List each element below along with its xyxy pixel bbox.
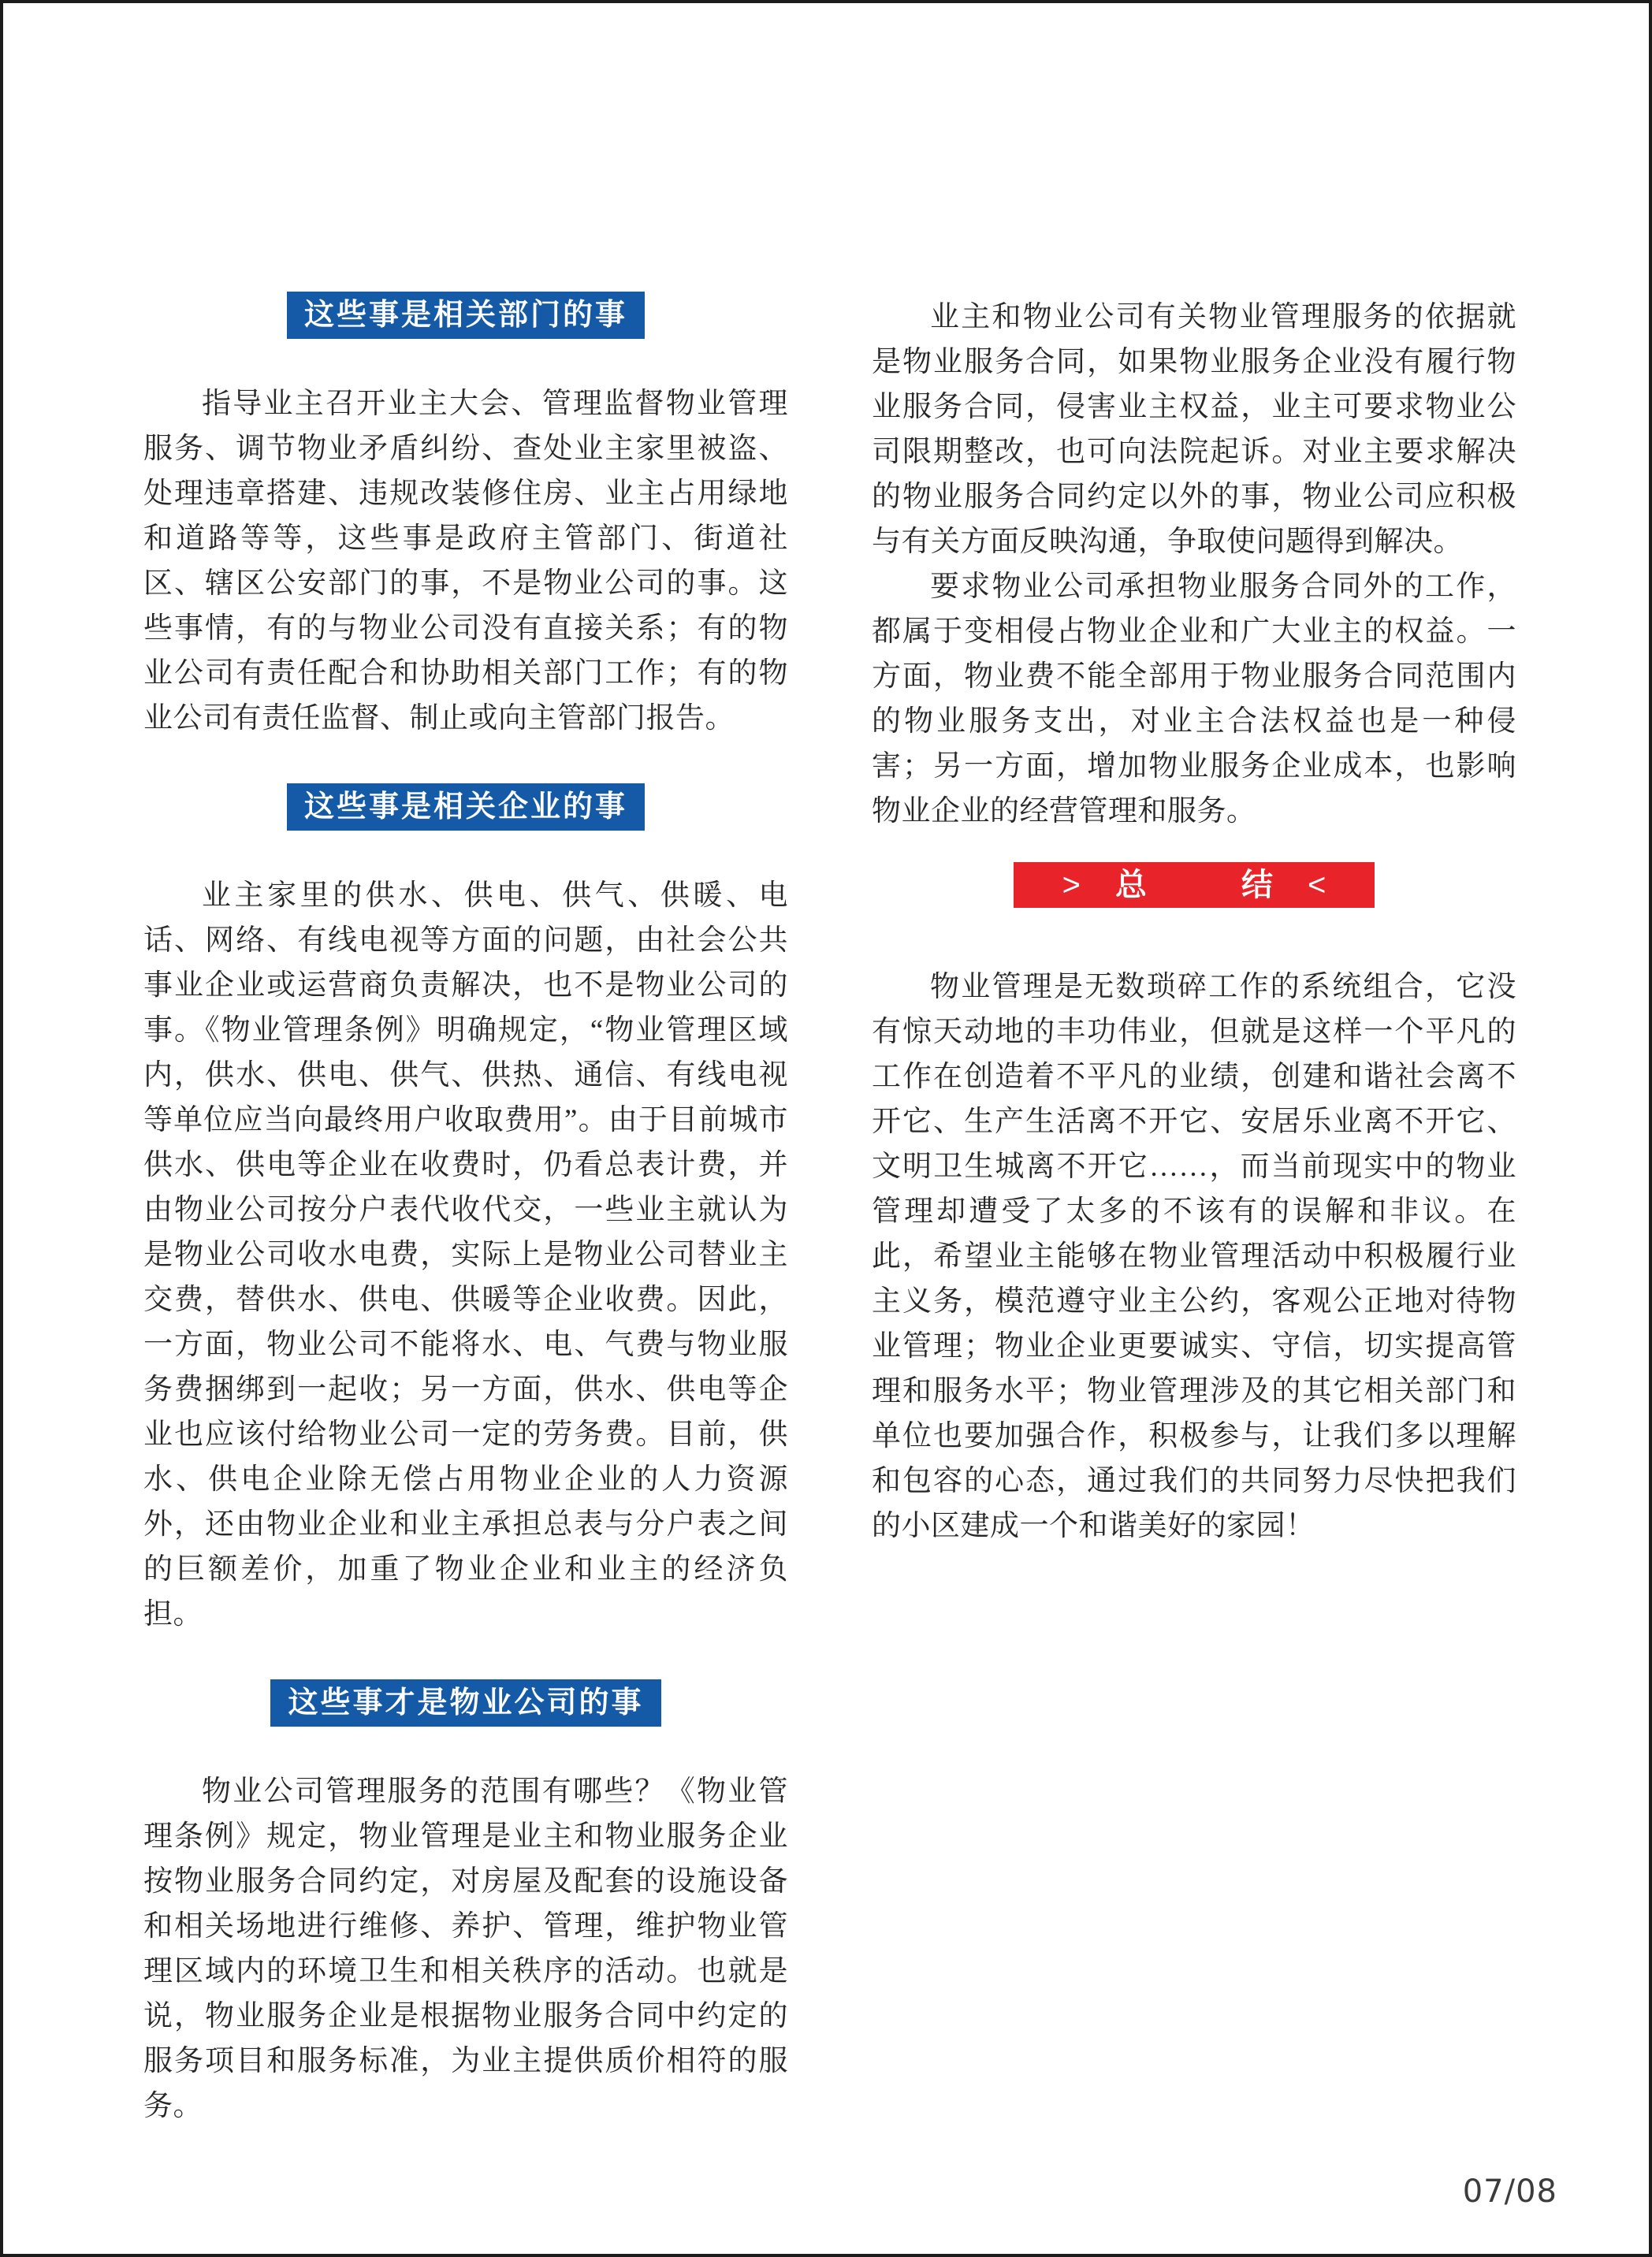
section-badge-related-enterprises: 这些事是相关企业的事	[287, 783, 645, 831]
paragraph-service-contract: 业主和物业公司有关物业管理服务的依据就是物业服务合同，如果物业服务企业没有履行物业服务合同，侵害业主权益，业主可要求物业公司限期整改，也可向法院起诉。对业主要求解决的物业服务合同约定以外的事，物业公司应积极与有关方面反映沟通，争取使问题得到解决。	[872, 301, 1516, 558]
section-badge-property-company: 这些事才是物业公司的事	[270, 1679, 660, 1727]
chevron-left-icon: <	[1308, 868, 1326, 902]
paragraph-summary: 物业管理是无数琐碎工作的系统组合，它没有惊天动地的丰功伟业，但就是这样一个平凡的工作在创造着不平凡的业绩，创建和谐社会离不开它、生产生活离不开它、安居乐业离不开它、文明卫生城离不开它……，而当前现实中的物业管理却遭受了太多的不该有的误解和非议。在此，希望业主能够在物业管理活动中积极履行业主义务，模范遵守业主公约，客观公正地对待物业管理；物业企业更要诚实、守信，切实提高管理和服务水平；物业管理涉及的其它相关部门和单位也要加强合作，积极参与，让我们多以理解和包容的心态，通过我们的共同努力尽快把我们的小区建成一个和谐美好的家园！	[872, 971, 1516, 1542]
summary-badge	[1014, 862, 1375, 908]
right-column	[872, 292, 1516, 2129]
chevron-right-icon: >	[1062, 868, 1081, 902]
paragraph-property-company: 物业公司管理服务的范围有哪些？《物业管理条例》规定，物业管理是业主和物业服务企业按物业服务合同约定，对房屋及配套的设施设备和相关场地进行维修、养护、管理，维护物业管理区域内的环境卫生和相关秩序的活动。也就是说，物业服务企业是根据物业服务合同中约定的服务项目和服务标准，为业主提供质价相符的服务。	[143, 1775, 788, 2122]
summary-badge-label: 总 结	[1115, 868, 1304, 902]
section-badge-related-departments: 这些事是相关部门的事	[287, 292, 645, 339]
paragraph-related-departments: 指导业主召开业主大会、管理监督物业管理服务、调节物业矛盾纠纷、查处业主家里被盗、处理违章搭建、违规改装修住房、业主占用绿地和道路等等，这些事是政府主管部门、街道社区、辖区公安部门的事，不是物业公司的事。这些事情，有的与物业公司没有直接关系；有的物业公司有责任配合和协助相关部门工作；有的物业公司有责任监督、制止或向主管部门报告。	[143, 388, 788, 734]
paragraph-extra-work: 要求物业公司承担物业服务合同外的工作，都属于变相侵占物业企业和广大业主的权益。一方面，物业费不能全部用于物业服务合同范围内的物业服务支出，对业主合法权益也是一种侵害；另一方面，增加物业服务企业成本，也影响物业企业的经营管理和服务。	[872, 571, 1516, 827]
paragraph-related-enterprises: 业主家里的供水、供电、供气、供暖、电话、网络、有线电视等方面的问题，由社会公共事业企业或运营商负责解决，也不是物业公司的事。《物业管理条例》明确规定，“物业管理区域内，供水、供电、供气、供热、通信、有线电视等单位应当向最终用户收取费用”。由于目前城市供水、供电等企业在收费时，仍看总表计费，并由物业公司按分户表代收代交，一些业主就认为是物业公司收水电费，实际上是物业公司替业主交费，替供水、供电、供暖等企业收费。因此，一方面，物业公司不能将水、电、气费与物业服务费捆绑到一起收；另一方面，供水、供电等企业也应该付给物业公司一定的劳务费。目前，供水、供电企业除无偿占用物业企业的人力资源外，还由物业企业和业主承担总表与分户表之间的巨额差价，加重了物业企业和业主的经济负担。	[143, 879, 788, 1630]
two-column-layout	[3, 3, 1649, 2129]
page-number: 07/08	[1462, 2173, 1557, 2210]
left-column	[143, 292, 788, 2129]
